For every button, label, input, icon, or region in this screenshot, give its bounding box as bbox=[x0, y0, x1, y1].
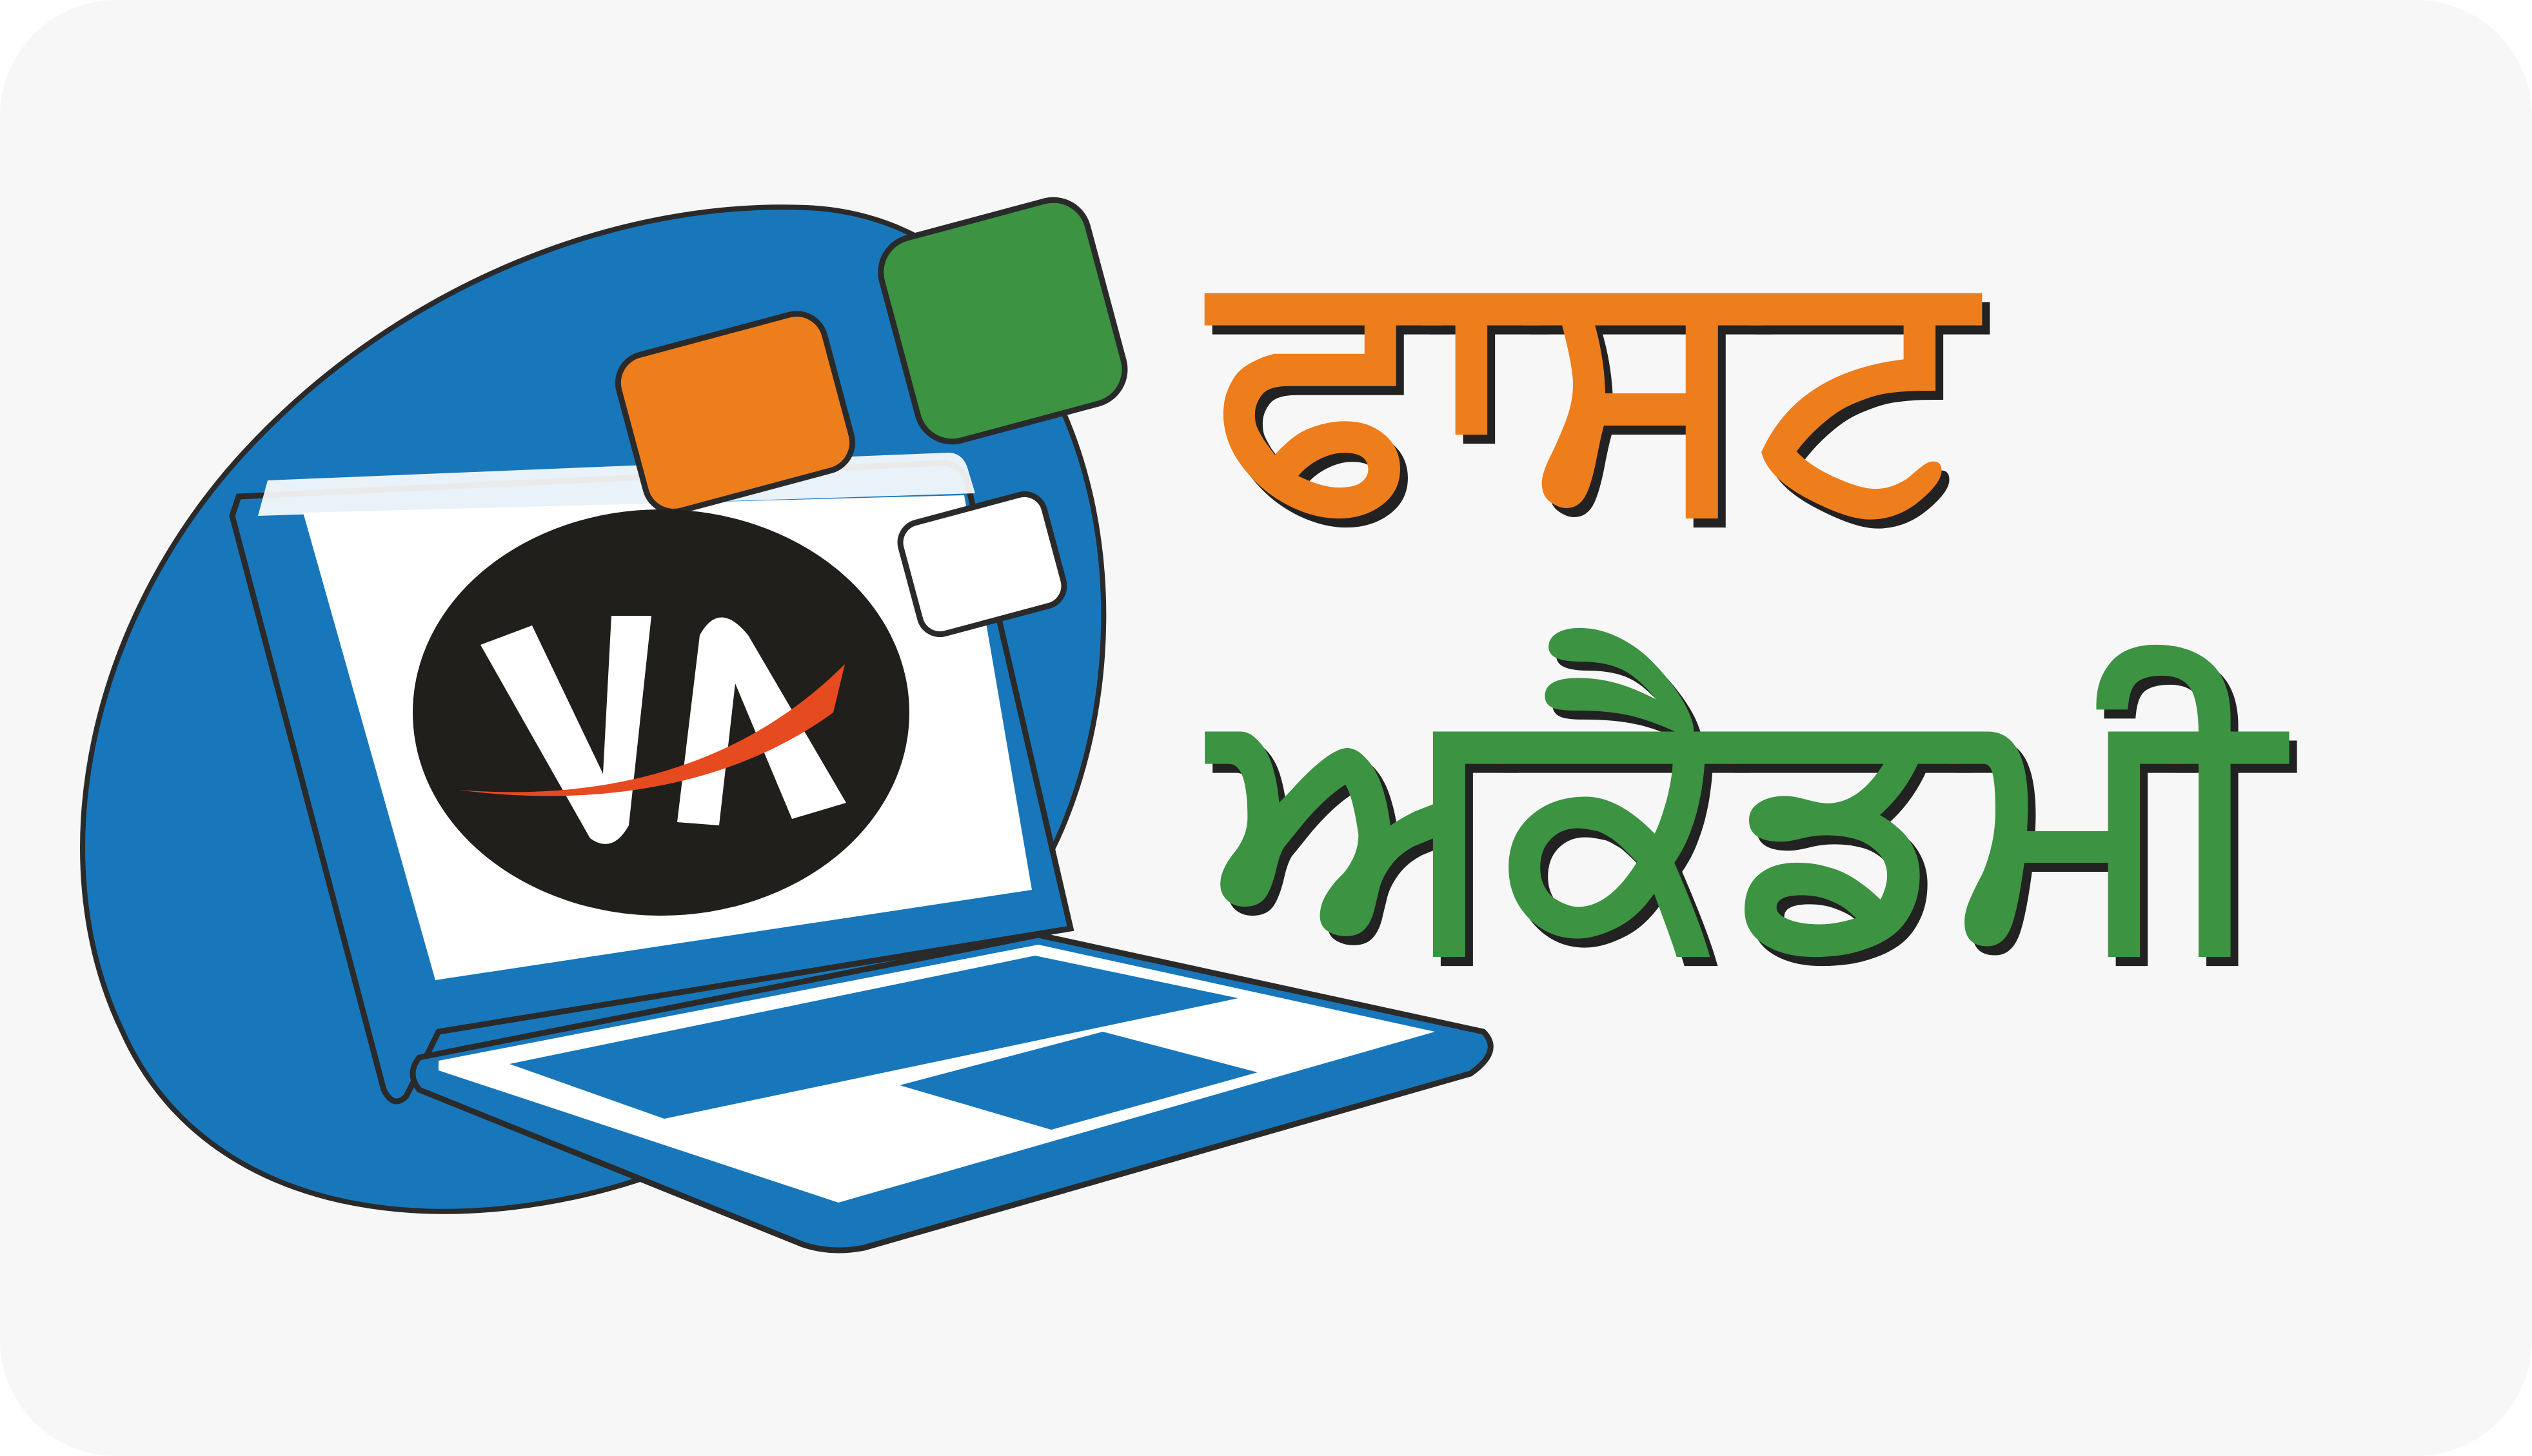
va-emblem-oval bbox=[413, 509, 909, 916]
title-line-1: ਫਾਸਟ bbox=[1212, 185, 1973, 576]
title-line-2: ਅਕੈਡਮੀ bbox=[1212, 624, 2280, 1014]
